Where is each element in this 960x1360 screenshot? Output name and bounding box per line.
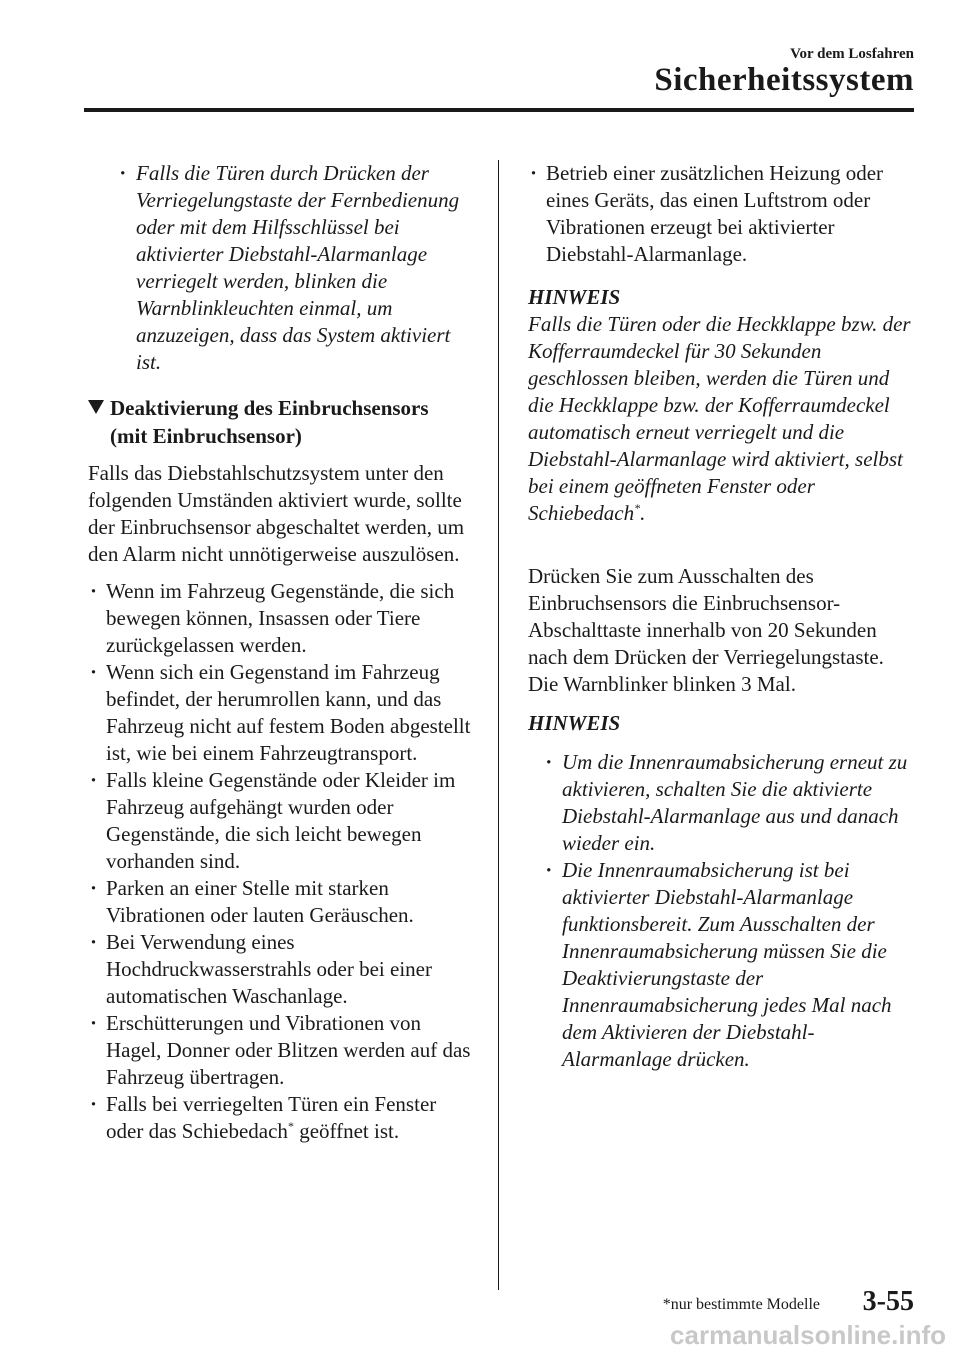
page-number: 3-55: [862, 1286, 914, 1317]
column-divider: [498, 160, 499, 1290]
footnote-marker: *: [634, 501, 641, 515]
result-paragraph: Die Warnblinker blinken 3 Mal.: [528, 672, 796, 696]
note-title: HINWEIS: [528, 711, 621, 735]
note-body: [528, 311, 918, 527]
note-end: .: [640, 501, 646, 525]
conditions-list: [88, 578, 473, 1145]
list-item: · Um die Innenraumabsicherung erneut zu aktivieren, schalten Sie die aktivierte Diebstahl-Alarmanlage aus und danach wieder ein.: [544, 749, 918, 857]
column-right: [528, 160, 918, 1073]
header-rule: [84, 108, 914, 112]
list-item: · Parken an einer Stelle mit starken Vibrationen oder lauten Geräuschen.: [88, 875, 473, 929]
top-bullet-list: [118, 160, 473, 376]
heading-line-2: (mit Einbruchsensor): [110, 424, 302, 448]
page-title: Sicherheitssystem: [654, 62, 914, 98]
triangle-down-icon: [88, 400, 104, 414]
list-item: · Die Innenraumabsicherung ist bei aktivierter Diebstahl-Alarmanlage funktionsbereit. Zum Ausschalten der Innenraumabsicherung müssen Sie die Deaktivierungstaste der Innenraumabsicherung jedes Mal nach dem Aktivieren der Diebstahl-Alarmanlage drücken.: [544, 857, 918, 1073]
instruction-paragraph: Drücken Sie zum Ausschalten des Einbruchsensors die Einbruchsensor-Abschalttaste innerhalb von 20 Sekunden nach dem Drücken der Verriegelungstaste.: [528, 564, 884, 669]
footnote-marker: *: [287, 1119, 294, 1133]
list-item: [88, 1091, 473, 1145]
list-item: · Wenn im Fahrzeug Gegenstände, die sich bewegen können, Insassen oder Tiere zurückgelassen werden.: [88, 578, 473, 659]
list-item: · Betrieb einer zusätzlichen Heizung oder eines Geräts, das einen Luftstrom oder Vibrationen erzeugt bei aktivierter Diebstahl-Alarmanlage.: [528, 160, 918, 268]
intro-paragraph: Falls das Diebstahlschutzsystem unter den folgenden Umständen aktiviert wurde, sollte der Einbruchsensor abgeschaltet werden, um den Alarm nicht unnötigerweise auszulösen.: [88, 461, 465, 566]
list-item: · Wenn sich ein Gegenstand im Fahrzeug befindet, der herumrollen kann, und das Fahrzeug nicht auf festem Boden abgestellt ist, wie bei einem Fahrzeugtransport.: [88, 659, 473, 767]
watermark: carmanualsonline.info: [670, 1320, 946, 1350]
header-section-label: Vor dem Losfahren: [790, 46, 914, 62]
list-item: · Erschütterungen und Vibrationen von Hagel, Donner oder Blitzen werden auf das Fahrzeug übertragen.: [88, 1010, 473, 1091]
section-heading: [88, 394, 473, 450]
note-text: Falls die Türen oder die Heckklappe bzw. der Kofferraumdeckel für 30 Sekunden geschlossen bleiben, werden die Türen und die Heckklappe bzw. der Kofferraumdeckel automatisch erneut verriegelt und die Diebstahl-Alarmanlage wird aktiviert, selbst bei einem geöffneten Fenster oder Schiebedach: [528, 312, 911, 525]
note-bullet-list: [544, 749, 918, 1073]
heading-line-1: Deaktivierung des Einbruchsensors: [110, 396, 429, 420]
list-item: · Bei Verwendung eines Hochdruckwasserstrahls oder bei einer automatischen Waschanlage.: [88, 929, 473, 1010]
note-title: HINWEIS: [528, 285, 621, 309]
list-item: · Falls kleine Gegenstände oder Kleider im Fahrzeug aufgehängt wurden oder Gegenstände, die sich leicht bewegen vorhanden sind.: [88, 767, 473, 875]
right-top-bullet-list: [528, 160, 918, 268]
footnote: *nur bestimmte Modelle: [662, 1296, 820, 1313]
list-item: · Falls die Türen durch Drücken der Verriegelungstaste der Fernbedienung oder mit dem Hilfsschlüssel bei aktivierter Diebstahl-Alarmanlage verriegelt werden, blinken die Warnblinkleuchten einmal, um anzuzeigen, dass das System aktiviert ist.: [118, 160, 473, 376]
last-bullet-end: geöffnet ist.: [293, 1119, 400, 1143]
column-left: [88, 160, 473, 1145]
last-bullet-text: Falls bei verriegelten Türen ein Fenster oder das Schiebedach: [106, 1092, 437, 1143]
